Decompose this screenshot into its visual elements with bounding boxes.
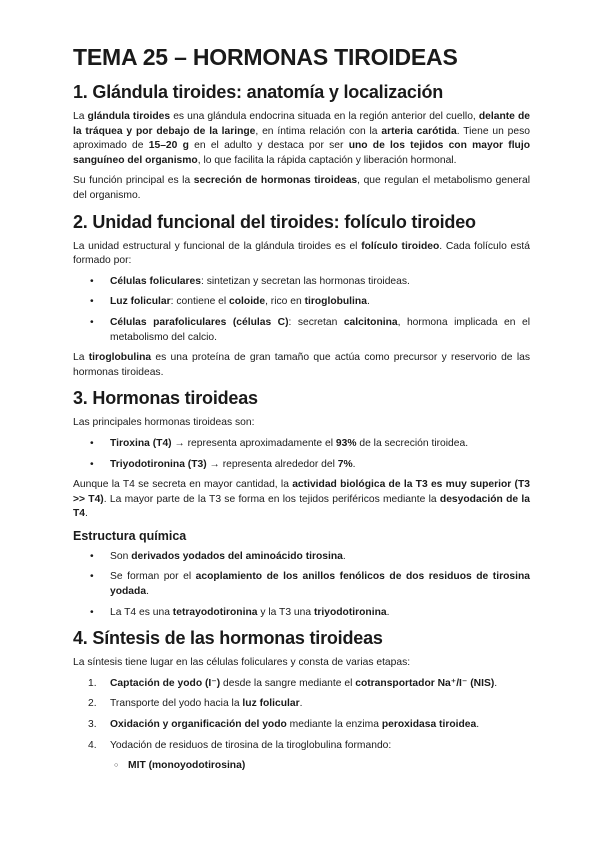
- bold-text: Células foliculares: [110, 275, 201, 287]
- bold-text: Tiroxina (T4): [110, 437, 172, 449]
- text-run: , que regulan el metabolismo general del organismo.: [73, 175, 531, 201]
- sub-list: [73, 759, 530, 774]
- text-run: Transporte del yodo hacia la: [110, 698, 243, 710]
- bold-text: desyodación de la T4: [73, 493, 530, 520]
- paragraph: [73, 174, 530, 203]
- list-item: [73, 739, 530, 754]
- section-sintesis: [73, 626, 530, 774]
- text-run: es una glándula endocrina situada en la región anterior del cuello,: [170, 111, 479, 122]
- paragraph: [73, 240, 530, 269]
- page-title: TEMA 25 – HORMONAS TIROIDEAS: [73, 44, 458, 70]
- list-item-text: [110, 698, 303, 709]
- bold-text: cotransportador Na⁺/I⁻ (NIS): [355, 677, 495, 689]
- text-run: mediante la enzima: [286, 719, 382, 731]
- section-anatomia: [73, 80, 530, 204]
- list-item-text: [110, 719, 479, 730]
- section-heading: 2. Unidad funcional del tiroides: folículo tiroideo: [73, 211, 476, 232]
- text-run: . Tiene un peso aproximado de: [73, 125, 531, 152]
- list-item: [73, 718, 530, 733]
- list-item: [73, 550, 530, 565]
- bullet-list: [73, 437, 530, 472]
- text-run: .: [85, 508, 88, 520]
- text-run: .: [342, 550, 346, 562]
- list-item-text: [110, 740, 391, 751]
- list-item-text: [110, 678, 497, 689]
- list-item: [73, 275, 530, 290]
- list-item: [73, 316, 530, 345]
- text-run: La síntesis tiene lugar en las células foliculares y consta de varias etapas:: [73, 657, 411, 669]
- bullet-list: [73, 550, 530, 620]
- bold-text: calcitonina: [343, 316, 398, 328]
- bold-text: triyodotironina: [313, 606, 387, 618]
- text-run: .: [299, 698, 303, 710]
- text-run: Se forman por el: [110, 571, 196, 583]
- list-number: 1.: [88, 677, 97, 689]
- text-run: : contiene el: [170, 296, 230, 308]
- bold-text: Oxidación y organificación del yodo: [110, 719, 287, 731]
- bold-text: 7%: [337, 458, 353, 470]
- bold-text: coloide: [229, 296, 266, 308]
- paragraph: [73, 351, 530, 380]
- text-run: .: [386, 606, 390, 618]
- text-run: . La mayor parte de la T3 se forma en los tejidos periféricos mediante la: [103, 493, 440, 505]
- list-number: 4.: [88, 739, 97, 751]
- bold-text: folículo tiroideo: [361, 240, 440, 252]
- text-run: en el adulto y destaca por ser: [188, 140, 349, 152]
- bold-text: tiroglobulina: [88, 352, 152, 364]
- section-heading: 3. Hormonas tiroideas: [73, 388, 258, 409]
- text-run: Yodación de residuos de tirosina de la tiroglobulina formando:: [110, 739, 392, 751]
- bold-text: luz folicular: [242, 698, 300, 710]
- text-run: : secretan: [288, 316, 344, 328]
- list-item: [73, 606, 530, 621]
- list-number: 2.: [88, 698, 97, 710]
- section-heading: 1. Glándula tiroides: anatomía y localización: [73, 82, 444, 102]
- text-run: La T4 es una: [110, 606, 173, 618]
- text-run: Aunque la T4 se secreta en mayor cantidad, la: [73, 479, 293, 491]
- list-item: [73, 759, 530, 774]
- text-run: .: [494, 677, 498, 689]
- text-run: , lo que facilita la rápida captación y liberación hormonal.: [197, 154, 457, 166]
- bold-text: derivados yodados del aminoácido tirosina: [131, 550, 343, 562]
- list-item: [73, 697, 530, 712]
- subsection-heading: Estructura química: [73, 528, 187, 543]
- numbered-list: [73, 677, 530, 753]
- list-number: 3.: [88, 719, 97, 731]
- text-run: y la T3 una: [257, 606, 314, 618]
- bold-text: secreción de hormonas tiroideas: [193, 175, 358, 187]
- list-item: [73, 458, 530, 473]
- bold-text: Luz folicular: [110, 296, 171, 308]
- bold-text: tetrayodotironina: [172, 606, 258, 618]
- list-item: [73, 677, 530, 692]
- bold-text: Células parafoliculares (células C): [110, 316, 289, 328]
- text-run: Su función principal es la: [73, 175, 194, 187]
- text-run: : sintetizan y secretan las hormonas tiroideas.: [201, 275, 410, 287]
- list-item: [73, 570, 530, 599]
- text-run: Las principales hormonas tiroideas son:: [73, 417, 255, 429]
- paragraph: [73, 416, 530, 431]
- section-foliculo: [73, 210, 530, 381]
- paragraph: [73, 656, 530, 671]
- bold-text: 93%: [335, 437, 357, 449]
- bold-text: uno de los tejidos con mayor flujo sanguíneo del organismo: [73, 140, 530, 166]
- bold-text: Triyodotironina (T3): [110, 458, 207, 470]
- text-run: es una proteína de gran tamaño que actúa como precursor y reservorio de las hormonas tiroideas.: [73, 352, 530, 378]
- bold-text: delante de la tráquea y por debajo de la laringe: [73, 111, 530, 137]
- bold-text: tiroglobulina: [304, 296, 367, 308]
- text-run: → representa aproximadamente el: [171, 437, 336, 449]
- list-item: [73, 295, 530, 310]
- text-run: .: [366, 296, 370, 308]
- text-run: . Cada folículo está formado por:: [73, 240, 530, 267]
- text-run: La: [73, 111, 88, 122]
- bold-text: arteria carótida: [381, 125, 457, 137]
- text-run: .: [146, 586, 149, 598]
- text-run: Son: [110, 550, 132, 562]
- section-heading: 4. Síntesis de las hormonas tiroideas: [73, 628, 383, 649]
- text-run: La: [73, 352, 89, 364]
- text-run: , hormona implicada en el metabolismo del calcio.: [110, 316, 530, 343]
- text-run: , en íntima relación con la: [255, 125, 382, 137]
- bold-text: 15–20 g: [148, 140, 189, 152]
- bold-text: peroxidasa tiroidea: [381, 719, 477, 731]
- paragraph: [73, 478, 530, 522]
- bold-text: acoplamiento de los anillos fenólicos de dos residuos de tirosina yodada: [110, 571, 530, 598]
- bullet-list: [73, 275, 530, 345]
- text-run: de la secreción tiroidea.: [356, 437, 469, 449]
- text-run: La unidad estructural y funcional de la glándula tiroides es el: [73, 240, 362, 252]
- list-item: [73, 437, 530, 452]
- text-run: , rico en: [265, 296, 305, 308]
- bold-text: Captación de yodo (I⁻): [110, 677, 221, 689]
- paragraph: [73, 110, 530, 168]
- bold-text: actividad biológica de la T3 es muy superior (T3 >> T4): [73, 479, 531, 505]
- text-run: desde la sangre mediante el: [220, 677, 356, 689]
- text-run: .: [476, 719, 480, 731]
- text-run: → representa alrededor del: [206, 458, 338, 470]
- bold-text: glándula tiroides: [87, 111, 171, 122]
- section-hormonas: [73, 386, 530, 620]
- bold-text: MIT (monoyodotirosina): [128, 760, 246, 772]
- text-run: .: [352, 458, 356, 470]
